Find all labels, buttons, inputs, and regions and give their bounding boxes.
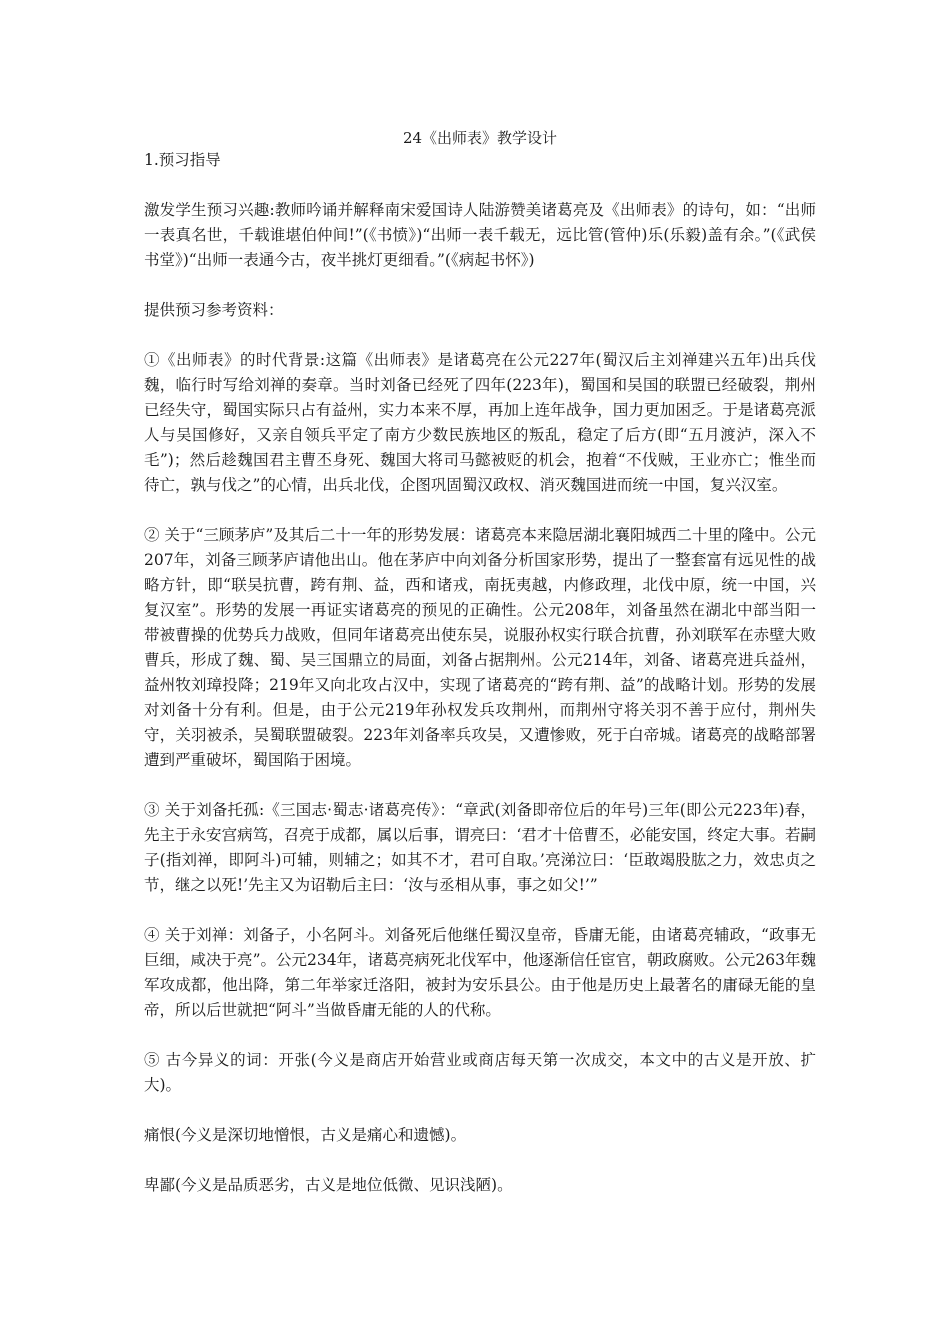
paragraph-intro: 激发学生预习兴趣:教师吟诵并解释南宋爱国诗人陆游赞美诸葛亮及《出师表》的诗句，如：“出师一表真名世，千载谁堪伯仲间!”(《书愤》)“出师一表千载无，远比管(管仲)乐(乐毅)盖有余。”(《武侯书堂》)“出师一表通今古，夜半挑灯更细看。”(《病起书怀》) bbox=[144, 201, 816, 269]
paragraph-background: ①《出师表》的时代背景:这篇《出师表》是诸葛亮在公元227年(蜀汉后主刘禅建兴五年)出兵伐魏，临行时写给刘禅的奏章。当时刘备已经死了四年(223年)，蜀国和吴国的联盟已经破裂，荆州已经失守，蜀国实际只占有益州，实力本来不厚，再加上连年战争，国力更加困乏。于是诸葛亮派人与吴国修好，又亲自领兵平定了南方少数民族地区的叛乱，稳定了后方(即“五月渡泸，深入不毛”)；然后趁魏国君主曹丕身死、魏国大将司马懿被贬的机会，抱着“不伐贼，王业亦亡；惟坐而待亡，孰与伐之”的心情，出兵北伐，企图巩固蜀汉政权、消灭魏国进而统一中国，复兴汉室。 bbox=[144, 351, 816, 494]
spacer bbox=[144, 1023, 816, 1048]
paragraph-beibi: 卑鄙(今义是品质恶劣，古义是地位低微、见识浅陋)。 bbox=[144, 1176, 513, 1194]
paragraph-ancient-modern-words: ⑤ 古今异义的词：开张(今义是商店开始营业或商店每天第一次成交，本文中的古义是开放、扩大)。 bbox=[144, 1051, 816, 1094]
document-title: 24《出师表》教学设计 bbox=[402, 129, 558, 147]
spacer bbox=[144, 323, 816, 348]
spacer bbox=[144, 273, 816, 298]
spacer bbox=[144, 898, 816, 923]
spacer bbox=[144, 173, 816, 198]
paragraph-liu-shan: ④ 关于刘禅：刘备子，小名阿斗。刘备死后他继任蜀汉皇帝，昏庸无能，由诸葛亮辅政，“政事无巨细，咸决于亮”。公元234年，诸葛亮病死北伐军中，他逐渐信任宦官，朝政腐败。公元263年魏军攻成都，他出降，第二年举家迁洛阳，被封为安乐县公。由于他是历史上最著名的庸碌无能的皇帝，所以后世就把“阿斗”当做昏庸无能的人的代称。 bbox=[144, 926, 816, 1019]
paragraph-tonghen: 痛恨(今义是深切地憎恨，古义是痛心和遗憾)。 bbox=[144, 1126, 467, 1144]
spacer bbox=[144, 1098, 816, 1123]
paragraph-entrust-orphan: ③ 关于刘备托孤:《三国志·蜀志·诸葛亮传》：“章武(刘备即帝位后的年号)三年(即公元223年)春，先主于永安宫病笃，召亮于成都，属以后事，谓亮曰：‘君才十倍曹丕，必能安国，终定大事。若嗣子(指刘禅，即阿斗)可辅，则辅之；如其不才，君可自取。’亮涕泣曰：‘臣敢竭股肱之力，效忠贞之节，继之以死!’先主又为诏勒后主曰：‘汝与丞相从事，事之如父!’” bbox=[144, 801, 816, 894]
spacer bbox=[144, 1148, 816, 1173]
spacer bbox=[144, 498, 816, 523]
paragraph-three-visits: ② 关于“三顾茅庐”及其后二十一年的形势发展：诸葛亮本来隐居湖北襄阳城西二十里的隆中。公元207年，刘备三顾茅庐请他出山。他在茅庐中向刘备分析国家形势，提出了一整套富有远见性的战略方针，即“联吴抗曹，跨有荆、益，西和诸戎，南抚夷越，内修政理，北伐中原，统一中国，兴复汉室”。形势的发展一再证实诸葛亮的预见的正确性。公元208年，刘备虽然在湖北中部当阳一带被曹操的优势兵力战败，但同年诸葛亮出使东吴，说服孙权实行联合抗曹，孙刘联军在赤壁大败曹兵，形成了魏、蜀、吴三国鼎立的局面，刘备占据荆州。公元214年，刘备、诸葛亮进兵益州，益州牧刘璋投降；219年又向北攻占汉中，实现了诸葛亮的“跨有荆、益”的战略计划。形势的发展对刘备十分有利。但是，由于公元219年孙权发兵攻荆州，而荆州守将关羽不善于应付，荆州失守，关羽被杀，吴蜀联盟破裂。223年刘备率兵攻吴，又遭惨败，死于白帝城。诸葛亮的战略部署遭到严重破坏，蜀国陷于困境。 bbox=[144, 526, 816, 769]
section-heading: 1.预习指导 bbox=[144, 151, 221, 169]
document-page bbox=[144, 128, 816, 1198]
paragraph-materials-heading: 提供预习参考资料： bbox=[144, 301, 284, 319]
spacer bbox=[144, 773, 816, 798]
